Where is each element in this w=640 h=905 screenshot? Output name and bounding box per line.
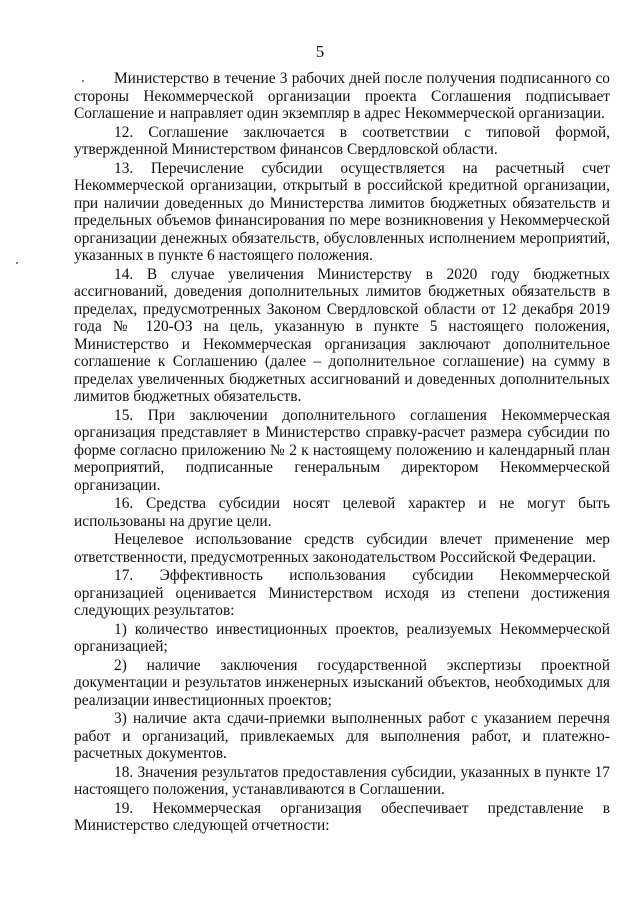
paragraph-signing-procedure: Министерство в течение 3 рабочих дней после получения подписанного со стороны Некоммерческой организации проекта Соглашения подписывает Соглашение и направляет один экземпляр в адрес Некоммерческой организации. (74, 70, 610, 122)
page-number: 5 (315, 42, 325, 61)
paragraph-13: 13. Перечисление субсидии осуществляется на расчетный счет Некоммерческой организации, открытый в российской кредитной организации, при наличии доведенных до Министерства лимитов бюджетных обязательств и предельных объемов финансирования по мере возникновения у Некоммерческой организации денежных обязательств, обусловленных исполнением мероприятий, указанных в пункте 6 настоящего положения. (74, 159, 610, 264)
list-item-result-1: 1) количество инвестиционных проектов, реализуемых Некоммерческой организацией; (74, 620, 610, 655)
scan-artifact-dot (16, 262, 18, 264)
paragraph-16: 16. Средства субсидии носят целевой характер и не могут быть использованы на другие цели. (74, 495, 610, 530)
list-item-result-2: 2) наличие заключения государственной экспертизы проектной документации и результатов инженерных изысканий объектов, необходимых для реализации инвестиционных проектов; (74, 656, 610, 709)
paragraph-misuse: Нецелевое использование средств субсидии влечет применение мер ответственности, предусмотренных законодательством Российской Федерации. (74, 531, 610, 566)
list-item-result-3: 3) наличие акта сдачи-приемки выполненных работ с указанием перечня работ и организаций, привлекаемых для выполнения работ, и платежно-расчетных документов. (74, 710, 610, 762)
document-body (74, 70, 610, 836)
paragraph-18: 18. Значения результатов предоставления субсидии, указанных в пункте 17 настоящего положения, устанавливаются в Соглашении. (74, 763, 610, 798)
paragraph-19: 19. Некоммерческая организация обеспечивает представление в Министерство следующей отчетности: (74, 799, 610, 834)
paragraph-17: 17. Эффективность использования субсидии Некоммерческой организацией оценивается Министерством исходя из степени достижения следующих результатов: (74, 567, 610, 619)
paragraph-12: 12. Соглашение заключается в соответствии с типовой формой, утвержденной Министерством финансов Свердловской области. (74, 123, 610, 158)
paragraph-15: 15. При заключении дополнительного соглашения Некоммерческая организация представляет в Министерство справку-расчет размера субсидии по форме согласно приложению № 2 к настоящему положению и календарный план мероприятий, подписанные генеральным директором Некоммерческой организации. (74, 406, 610, 494)
paragraph-14: 14. В случае увеличения Министерству в 2020 году бюджетных ассигнований, доведения дополнительных лимитов бюджетных обязательств в пределах, предусмотренных Законом Свердловской области от 12 декабря 2019 года № 120-ОЗ на цель, указанную в пункте 5 настоящего положения, Министерство и Некоммерческая организация заключают дополнительное соглашение к Соглашению (далее – дополнительное соглашение) на сумму в пределах увеличенных бюджетных ассигнований и доведенных дополнительных лимитов бюджетных обязательств. (74, 265, 610, 405)
